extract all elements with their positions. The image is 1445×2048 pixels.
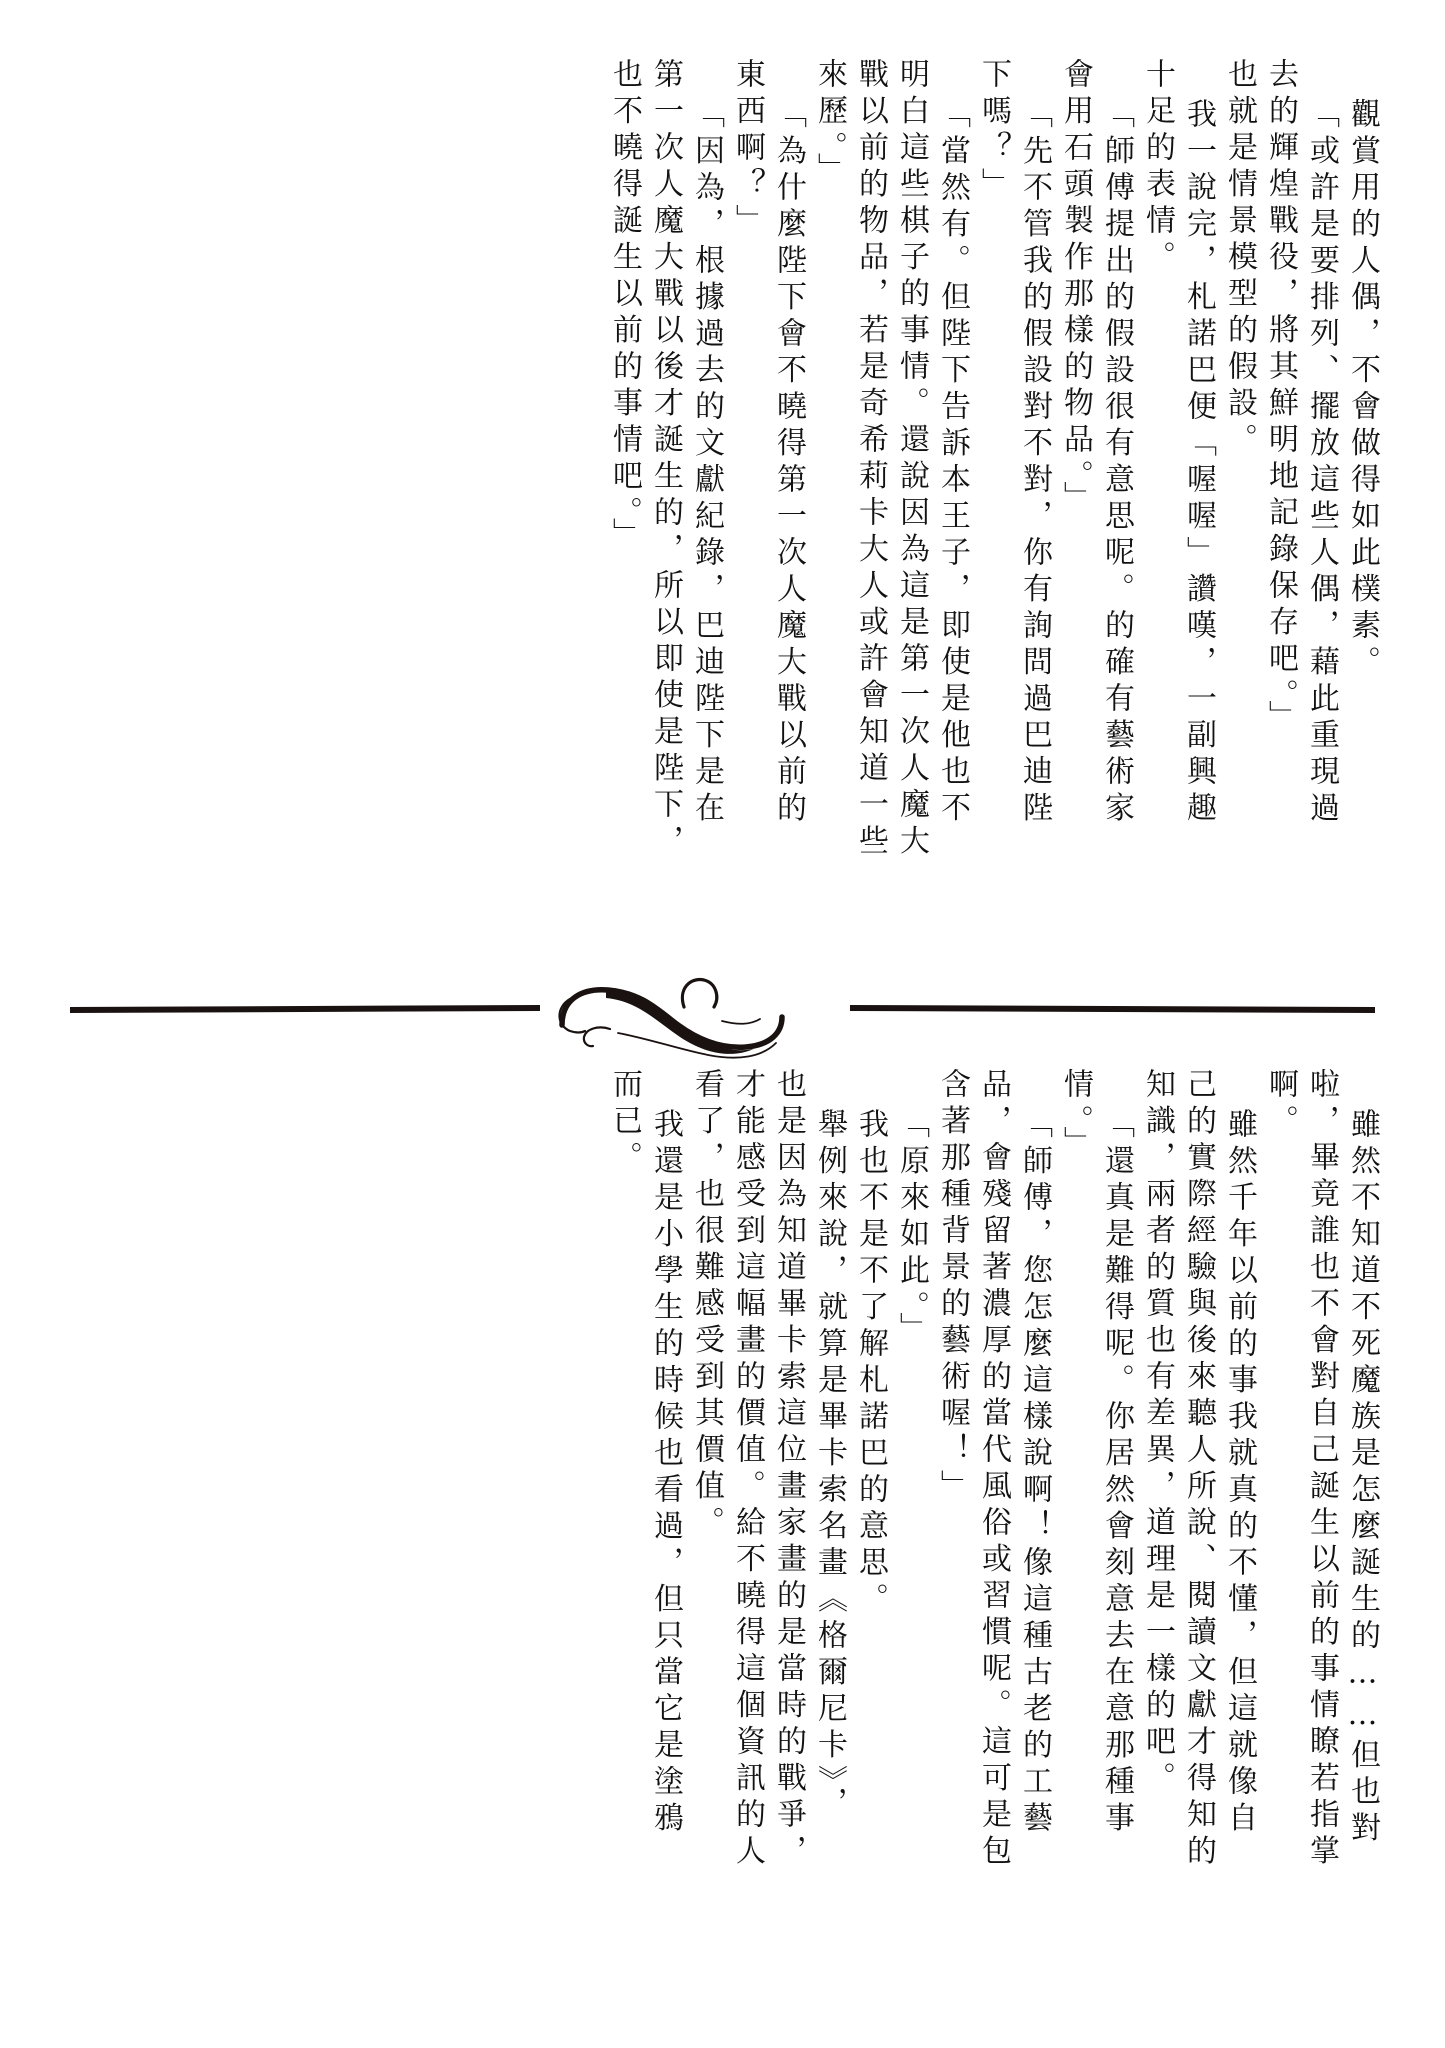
top-text-section	[598, 58, 1380, 861]
text-column: 而已。	[607, 1068, 642, 1178]
text-column: 「師傅，您怎麼這樣說啊！像這種古老的工藝	[1017, 1108, 1052, 1838]
text-column: 知識，兩者的質也有差異，道理是一樣的吧。	[1140, 1068, 1175, 1798]
text-column: 我一說完，札諾巴便「喔喔」讚嘆，一副興趣	[1181, 98, 1216, 828]
text-column: 雖然千年以前的事我就真的不懂，但這就像自	[1222, 1108, 1257, 1838]
text-column: 「原來如此。」	[894, 1108, 929, 1349]
text-column: 雖然不知道不死魔族是怎麼誕生的……但也對	[1345, 1108, 1380, 1848]
text-column: 我還是小學生的時候也看過，但只當它是塗鴉	[648, 1108, 683, 1838]
text-column: 東西啊？」	[730, 58, 765, 241]
text-column: 己的實際經驗與後來聽人所說、閱讀文獻才得知的	[1181, 1068, 1216, 1871]
text-column: 也不曉得誕生以前的事情吧。」	[607, 58, 642, 554]
ornamental-flourish-divider	[70, 955, 1375, 1065]
text-column: 啦，畢竟誰也不會對自己誕生以前的事情瞭若指掌	[1304, 1068, 1339, 1871]
text-column: 明白這些棋子的事情。還說因為這是第一次人魔大	[894, 58, 929, 861]
text-column: 我也不是不了解札諾巴的意思。	[853, 1108, 888, 1619]
text-column: 「因為，根據過去的文獻紀錄，巴迪陛下是在	[689, 98, 724, 828]
text-column: 情。」	[1058, 1068, 1093, 1163]
text-column: 啊。	[1263, 1068, 1298, 1141]
text-column: 品，會殘留著濃厚的當代風俗或習慣呢。這可是包	[976, 1068, 1011, 1871]
text-column: 「師傅提出的假設很有意思呢。的確有藝術家	[1099, 98, 1134, 828]
text-column: 看了，也很難感受到其價值。	[689, 1068, 724, 1543]
text-column: 會用石頭製作那樣的物品。」	[1058, 58, 1093, 518]
text-column: 第一次人魔大戰以後才誕生的，所以即使是陛下，	[648, 58, 683, 861]
text-column: 才能感受到這幅畫的價值。給不曉得這個資訊的人	[730, 1068, 765, 1871]
text-column: 「為什麼陛下會不曉得第一次人魔大戰以前的	[771, 98, 806, 828]
text-column: 十足的表情。	[1140, 58, 1175, 277]
text-column: 戰以前的物品，若是奇希莉卡大人或許會知道一些	[853, 58, 888, 861]
text-column: 「或許是要排列、擺放這些人偶，藉此重現過	[1304, 98, 1339, 828]
text-column: 舉例來說，就算是畢卡索名畫《格爾尼卡》，	[812, 1108, 847, 1823]
text-column: 去的輝煌戰役，將其鮮明地記錄保存吧。」	[1263, 58, 1298, 737]
text-column: 含著那種背景的藝術喔！」	[935, 1068, 970, 1506]
text-column: 觀賞用的人偶，不會做得如此樸素。	[1345, 98, 1380, 682]
text-column: 也是因為知道畢卡索這位畫家畫的是當時的戰爭，	[771, 1068, 806, 1871]
text-column: 「還真是難得呢。你居然會刻意去在意那種事	[1099, 1108, 1134, 1838]
text-column: 下嗎？」	[976, 58, 1011, 204]
text-column: 「先不管我的假設對不對，你有詢問過巴迪陛	[1017, 98, 1052, 828]
text-column: 也就是情景模型的假設。	[1222, 58, 1257, 460]
text-column: 來歷。」	[812, 58, 847, 189]
bottom-text-section	[598, 1068, 1380, 1871]
text-column: 「當然有。但陛下告訴本王子，即使是他也不	[935, 98, 970, 828]
